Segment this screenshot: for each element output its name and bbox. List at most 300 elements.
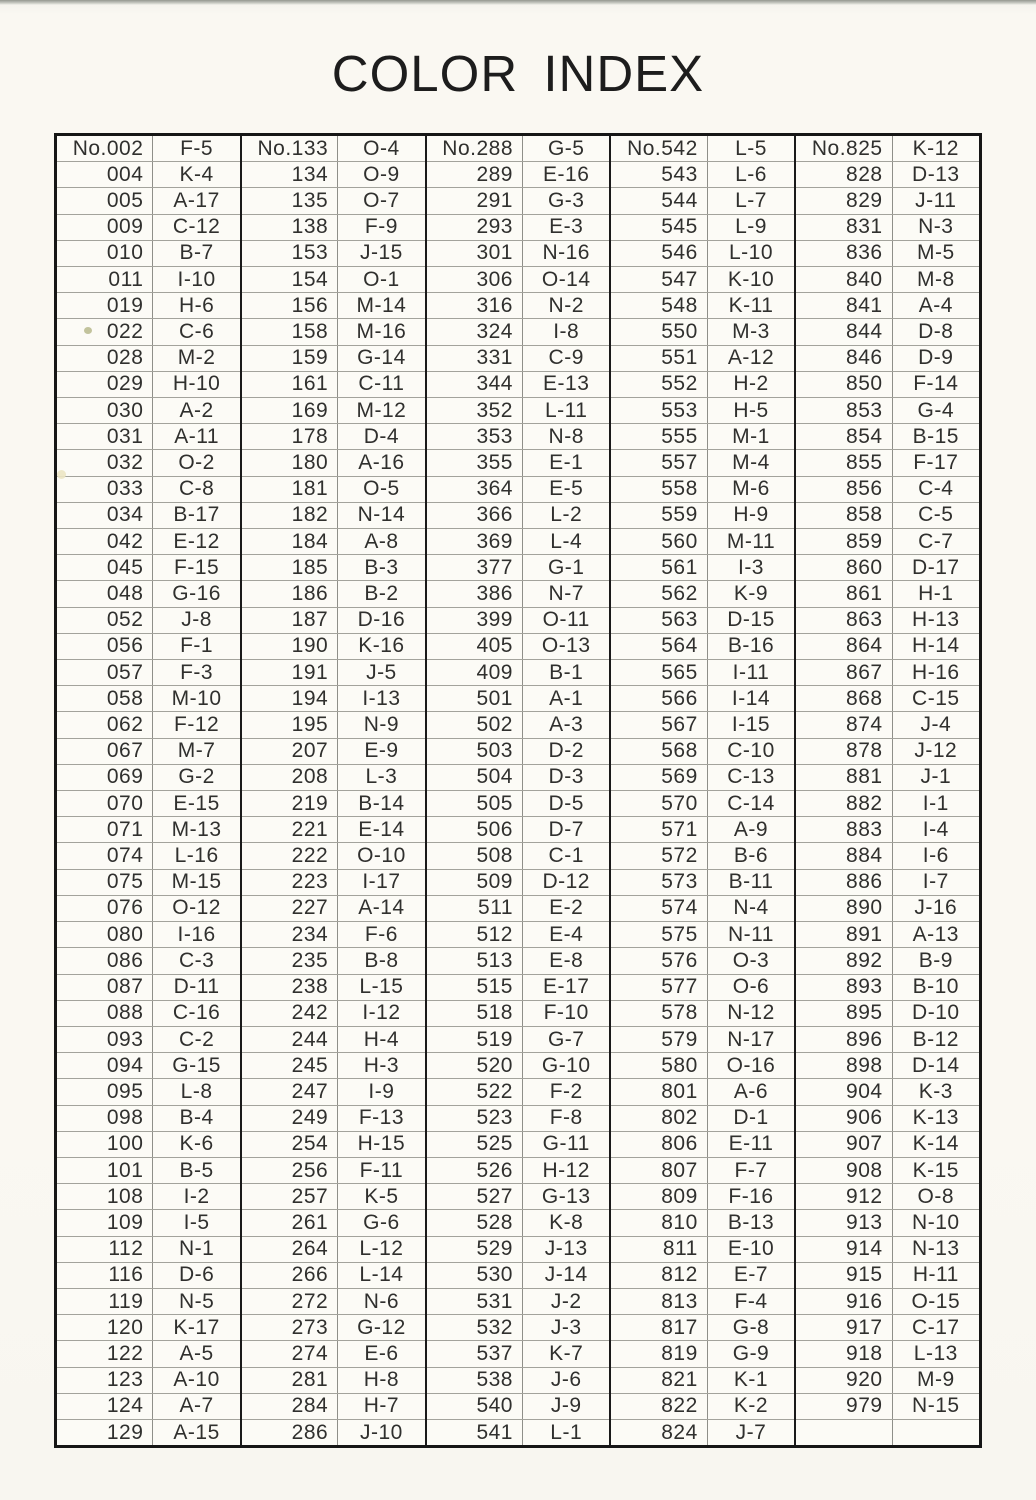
index-number-cell: 190	[242, 634, 338, 659]
index-number-cell: 846	[796, 346, 892, 371]
color-code-cell: N-8	[548, 424, 584, 448]
table-row	[611, 580, 794, 606]
index-number-cell: 574	[611, 896, 707, 921]
index-number-cell: 284	[242, 1394, 338, 1419]
color-code-cell: L-12	[359, 1237, 404, 1261]
index-number-cell: 859	[796, 529, 892, 554]
index-number-cell: 912	[796, 1184, 892, 1209]
index-number-cell: 281	[242, 1368, 338, 1393]
index-number-cell: 801	[611, 1079, 707, 1104]
index-number-cell: 067	[57, 739, 153, 764]
index-number-cell: 564	[611, 634, 707, 659]
index-number-cell: No.288	[427, 136, 523, 161]
color-code-cell: D-14	[912, 1053, 960, 1077]
table-row	[796, 842, 979, 868]
table-row	[427, 1209, 610, 1235]
color-code-cell: E-7	[733, 1263, 769, 1287]
table-row	[242, 947, 425, 973]
table-row	[796, 1314, 979, 1340]
color-code-cell: O-4	[363, 136, 400, 160]
table-row	[427, 1314, 610, 1340]
index-number-cell: 045	[57, 555, 153, 580]
table-row	[611, 738, 794, 764]
color-code-cell: M-7	[177, 739, 216, 763]
table-row	[57, 136, 240, 161]
index-number-cell: 819	[611, 1341, 707, 1366]
table-row	[242, 476, 425, 502]
table-row	[242, 371, 425, 397]
table-row	[242, 1393, 425, 1419]
color-code-cell: I-8	[553, 320, 580, 344]
index-number-cell: 853	[796, 398, 892, 423]
color-code-cell: J-5	[366, 660, 397, 684]
color-code-cell: B-14	[358, 791, 405, 815]
table-row	[611, 685, 794, 711]
column-group	[240, 136, 425, 1445]
table-row	[242, 318, 425, 344]
index-number-cell: 559	[611, 503, 707, 528]
index-number-cell: 831	[796, 215, 892, 240]
index-number-cell: 031	[57, 424, 153, 449]
index-number-cell: 134	[242, 162, 338, 187]
table-row	[57, 1131, 240, 1157]
color-code-cell: G-10	[541, 1053, 591, 1077]
table-row	[427, 554, 610, 580]
color-code-cell: O-13	[541, 634, 591, 658]
index-number-cell: 301	[427, 241, 523, 266]
index-number-cell: 181	[242, 477, 338, 502]
column-group	[425, 136, 610, 1445]
index-number-cell: 813	[611, 1289, 707, 1314]
color-code-cell: G-1	[547, 555, 585, 579]
color-code-cell: K-15	[912, 1158, 959, 1182]
table-row	[242, 449, 425, 475]
index-number-cell: 916	[796, 1289, 892, 1314]
table-row	[611, 607, 794, 633]
table-row	[796, 1393, 979, 1419]
index-number-cell: 022	[57, 319, 153, 344]
table-row	[427, 1419, 610, 1445]
color-code-cell: C-15	[912, 686, 960, 710]
table-row	[57, 371, 240, 397]
table-row	[611, 974, 794, 1000]
page-title: COLOR INDEX	[331, 45, 705, 102]
color-code-cell: M-12	[356, 398, 407, 422]
index-number-cell: 076	[57, 896, 153, 921]
table-row	[611, 1131, 794, 1157]
table-row	[611, 1419, 794, 1445]
color-code-cell: N-16	[542, 241, 590, 265]
color-code-cell: H-15	[357, 1132, 406, 1156]
table-row	[57, 1314, 240, 1340]
index-number-cell: 238	[242, 975, 338, 1000]
index-number-cell: 884	[796, 843, 892, 868]
color-code-cell: C-3	[178, 948, 215, 972]
table-row	[611, 947, 794, 973]
color-code-cell: G-3	[547, 189, 585, 212]
color-code-cell: G-16	[172, 582, 221, 606]
table-row	[427, 1078, 610, 1104]
table-row	[427, 947, 610, 973]
color-code-cell: D-3	[548, 765, 584, 789]
index-number-cell: 272	[242, 1289, 338, 1314]
color-code-cell: G-5	[547, 136, 585, 160]
index-number-cell: 080	[57, 922, 153, 947]
table-row	[796, 266, 979, 292]
index-number-cell: 316	[427, 293, 523, 318]
index-number-cell: 579	[611, 1027, 707, 1052]
index-number-cell: 547	[611, 267, 707, 292]
table-row	[242, 711, 425, 737]
color-code-cell: J-15	[359, 241, 403, 265]
index-number-cell: 836	[796, 241, 892, 266]
index-number-cell: 886	[796, 870, 892, 895]
index-number-cell: 874	[796, 712, 892, 737]
index-number-cell: 824	[611, 1420, 707, 1445]
index-number-cell: 563	[611, 608, 707, 633]
table-row	[427, 580, 610, 606]
index-number-cell: 578	[611, 1001, 707, 1026]
index-number-cell: 509	[427, 870, 523, 895]
table-row	[427, 528, 610, 554]
color-code-cell: N-14	[357, 503, 406, 527]
table-row	[796, 318, 979, 344]
table-row	[796, 187, 979, 213]
index-number-cell: 048	[57, 581, 153, 606]
index-number-cell: 109	[57, 1210, 153, 1235]
index-number-cell: 242	[242, 1001, 338, 1026]
color-code-cell: G-11	[542, 1132, 590, 1156]
index-number-cell: No.825	[796, 136, 892, 161]
color-code-cell: L-11	[544, 398, 588, 422]
index-number-cell: 208	[242, 765, 338, 790]
table-row	[796, 476, 979, 502]
color-code-cell: E-9	[364, 739, 399, 763]
color-code-cell: M-5	[916, 241, 955, 265]
color-code-cell: C-5	[918, 503, 954, 527]
color-code-cell: I-11	[732, 660, 770, 684]
color-code-cell: B-13	[727, 1210, 775, 1234]
table-row	[796, 240, 979, 266]
table-row	[427, 1131, 610, 1157]
index-number-cell: 570	[611, 791, 707, 816]
color-code-cell: D-4	[363, 424, 400, 448]
table-row	[796, 1052, 979, 1078]
table-row	[796, 1340, 979, 1366]
index-number-cell: No.542	[611, 136, 707, 161]
color-code-cell: A-17	[173, 189, 220, 212]
color-code-cell: N-6	[363, 1289, 400, 1313]
index-number-cell: 504	[427, 765, 523, 790]
index-number-cell: 261	[242, 1210, 338, 1235]
table-row	[796, 345, 979, 371]
table-row	[57, 423, 240, 449]
table-row	[611, 842, 794, 868]
index-number-cell: 011	[57, 267, 153, 292]
color-code-cell: O-15	[911, 1289, 961, 1313]
index-number-cell: 122	[57, 1341, 153, 1366]
index-number-cell: 550	[611, 319, 707, 344]
color-code-cell: K-3	[918, 1079, 953, 1103]
index-number-cell: 515	[427, 975, 523, 1000]
table-row	[796, 371, 979, 397]
index-number-cell: 841	[796, 293, 892, 318]
index-number-cell: 291	[427, 188, 523, 213]
index-number-cell: 530	[427, 1263, 523, 1288]
table-row	[427, 685, 610, 711]
index-number-cell: 120	[57, 1315, 153, 1340]
table-row	[427, 711, 610, 737]
index-number-cell: 546	[611, 241, 707, 266]
table-row	[796, 974, 979, 1000]
index-number-cell: 010	[57, 241, 153, 266]
table-row	[796, 790, 979, 816]
table-row	[796, 1419, 979, 1445]
color-code-cell: I-1	[922, 791, 949, 815]
index-number-cell: 266	[242, 1263, 338, 1288]
table-row	[611, 816, 794, 842]
table-row	[427, 1262, 610, 1288]
table-row	[242, 240, 425, 266]
index-number-cell: 244	[242, 1027, 338, 1052]
index-number-cell: 878	[796, 739, 892, 764]
color-code-cell: B-9	[918, 948, 953, 972]
color-code-cell: I-12	[362, 1001, 401, 1025]
table-row	[242, 187, 425, 213]
index-number-cell: 405	[427, 634, 523, 659]
color-code-cell: H-16	[912, 660, 960, 684]
color-code-cell: D-16	[357, 608, 406, 632]
index-number-cell: 019	[57, 293, 153, 318]
color-index-table	[54, 133, 982, 1448]
index-number-cell: 364	[427, 477, 523, 502]
index-number-cell: 154	[242, 267, 338, 292]
index-number-cell: 915	[796, 1263, 892, 1288]
color-code-cell: F-16	[728, 1184, 774, 1208]
table-row	[242, 397, 425, 423]
color-code-cell: C-13	[727, 765, 775, 789]
index-number-cell: 273	[242, 1315, 338, 1340]
color-code-cell: B-16	[727, 634, 775, 658]
table-row	[611, 1209, 794, 1235]
table-row	[427, 816, 610, 842]
color-code-cell: E-1	[549, 451, 584, 475]
index-number-cell: 161	[242, 372, 338, 397]
index-number-cell: 207	[242, 739, 338, 764]
table-row	[57, 449, 240, 475]
table-row	[611, 449, 794, 475]
color-code-cell: J-12	[914, 739, 958, 763]
color-code-cell: E-12	[173, 529, 220, 553]
index-number-cell: 544	[611, 188, 707, 213]
table-row	[57, 161, 240, 187]
color-code-cell: A-16	[358, 451, 405, 475]
index-number-cell: 523	[427, 1106, 523, 1131]
table-row	[427, 1026, 610, 1052]
color-code-cell: J-1	[920, 765, 952, 789]
index-number-cell: 256	[242, 1158, 338, 1183]
table-row	[611, 1157, 794, 1183]
index-number-cell: 286	[242, 1420, 338, 1445]
index-number-cell: 274	[242, 1341, 338, 1366]
table-row	[57, 1419, 240, 1445]
table-row	[242, 1105, 425, 1131]
index-number-cell: 502	[427, 712, 523, 737]
table-row	[242, 1000, 425, 1026]
table-row	[796, 1131, 979, 1157]
color-code-cell: K-10	[727, 267, 775, 291]
table-row	[242, 136, 425, 161]
color-code-cell: A-2	[179, 398, 214, 422]
index-number-cell: 920	[796, 1368, 892, 1393]
table-row	[57, 1288, 240, 1314]
index-number-cell: 058	[57, 686, 153, 711]
color-code-cell: D-10	[912, 1001, 960, 1025]
index-number-cell: 558	[611, 477, 707, 502]
color-code-cell	[893, 1420, 979, 1445]
index-number-cell: 858	[796, 503, 892, 528]
table-row	[611, 869, 794, 895]
color-code-cell: G-13	[541, 1184, 591, 1208]
index-number-cell: 898	[796, 1053, 892, 1078]
table-row	[242, 1209, 425, 1235]
color-code-cell: A-8	[364, 529, 399, 553]
table-row	[427, 371, 610, 397]
table-row	[796, 528, 979, 554]
color-code-cell: F-13	[358, 1106, 404, 1130]
table-row	[242, 633, 425, 659]
table-row	[427, 1340, 610, 1366]
color-code-cell: E-4	[549, 922, 584, 946]
index-number-cell: 191	[242, 660, 338, 685]
color-code-cell: C-9	[548, 346, 584, 370]
index-number-cell: 169	[242, 398, 338, 423]
index-number-cell: 032	[57, 450, 153, 475]
index-number-cell: 893	[796, 975, 892, 1000]
column-group	[794, 136, 979, 1445]
table-row	[57, 947, 240, 973]
index-number-cell: 519	[427, 1027, 523, 1052]
index-number-cell: 854	[796, 424, 892, 449]
color-code-cell: I-17	[362, 870, 401, 894]
table-row	[57, 397, 240, 423]
color-code-cell: A-10	[173, 1368, 220, 1392]
table-row	[57, 1052, 240, 1078]
index-number-cell: 355	[427, 450, 523, 475]
color-code-cell: C-1	[548, 844, 584, 868]
table-row	[427, 292, 610, 318]
color-code-cell: G-2	[178, 765, 215, 789]
color-code-cell: J-9	[550, 1394, 582, 1418]
color-code-cell: F-4	[734, 1289, 768, 1313]
index-number-cell: 918	[796, 1341, 892, 1366]
table-row	[796, 1288, 979, 1314]
color-code-cell: N-7	[548, 582, 584, 606]
color-code-cell: O-14	[541, 267, 591, 291]
index-number-cell: 567	[611, 712, 707, 737]
index-number-cell: 511	[427, 896, 523, 921]
index-number-cell: 293	[427, 215, 523, 240]
color-code-cell: G-7	[547, 1027, 585, 1051]
index-number-cell: 545	[611, 215, 707, 240]
index-number-cell: 806	[611, 1132, 707, 1157]
table-row	[427, 1393, 610, 1419]
color-code-cell: G-12	[357, 1315, 406, 1339]
table-row	[427, 1183, 610, 1209]
table-row	[611, 1314, 794, 1340]
color-code-cell: J-6	[550, 1368, 582, 1392]
color-code-cell: O-10	[357, 844, 406, 868]
index-number-cell: 906	[796, 1106, 892, 1131]
index-number-cell: 344	[427, 372, 523, 397]
color-code-cell: K-2	[733, 1394, 769, 1418]
index-number-cell: 070	[57, 791, 153, 816]
color-code-cell: L-7	[735, 189, 767, 212]
index-number-cell: 156	[242, 293, 338, 318]
table-row	[796, 1157, 979, 1183]
index-number-cell: 528	[427, 1210, 523, 1235]
index-number-cell: 914	[796, 1237, 892, 1262]
color-code-cell: A-12	[727, 346, 775, 370]
index-number-cell: 245	[242, 1053, 338, 1078]
table-row	[611, 1393, 794, 1419]
color-code-cell: C-8	[178, 477, 215, 501]
color-code-cell: E-13	[543, 372, 590, 396]
table-row	[57, 895, 240, 921]
index-number-cell: 158	[242, 319, 338, 344]
table-row	[611, 423, 794, 449]
color-code-cell: K-12	[912, 136, 959, 160]
table-row	[611, 764, 794, 790]
index-number-cell: 513	[427, 948, 523, 973]
color-code-cell: F-5	[180, 136, 214, 160]
color-code-cell: N-13	[912, 1237, 960, 1261]
table-row	[427, 1288, 610, 1314]
index-number-cell: 828	[796, 162, 892, 187]
table-row	[611, 266, 794, 292]
index-number-cell: 138	[242, 215, 338, 240]
index-number-cell: 896	[796, 1027, 892, 1052]
table-row	[427, 1236, 610, 1262]
index-number-cell: 386	[427, 581, 523, 606]
color-code-cell: K-13	[912, 1106, 959, 1130]
index-number-cell: 883	[796, 817, 892, 842]
color-code-cell: L-16	[174, 844, 219, 868]
table-row	[242, 1288, 425, 1314]
color-code-cell: A-14	[358, 896, 405, 920]
index-number-cell: 867	[796, 660, 892, 685]
table-row	[57, 869, 240, 895]
index-number-cell: 119	[57, 1289, 153, 1314]
index-number-cell: 503	[427, 739, 523, 764]
index-number-cell: 062	[57, 712, 153, 737]
color-code-cell: J-4	[920, 713, 952, 737]
index-number-cell: 182	[242, 503, 338, 528]
table-row	[611, 397, 794, 423]
index-number-cell: 094	[57, 1053, 153, 1078]
table-row	[427, 921, 610, 947]
index-number-cell: 095	[57, 1079, 153, 1104]
index-number-cell: 056	[57, 634, 153, 659]
index-number-cell: 861	[796, 581, 892, 606]
color-code-cell: D-13	[912, 162, 960, 186]
color-code-cell: B-11	[728, 870, 774, 894]
color-code-cell: I-3	[737, 555, 764, 579]
table-row	[242, 580, 425, 606]
color-code-cell: K-14	[912, 1132, 959, 1156]
color-code-cell: O-7	[363, 189, 400, 212]
color-code-cell: N-5	[178, 1289, 215, 1313]
